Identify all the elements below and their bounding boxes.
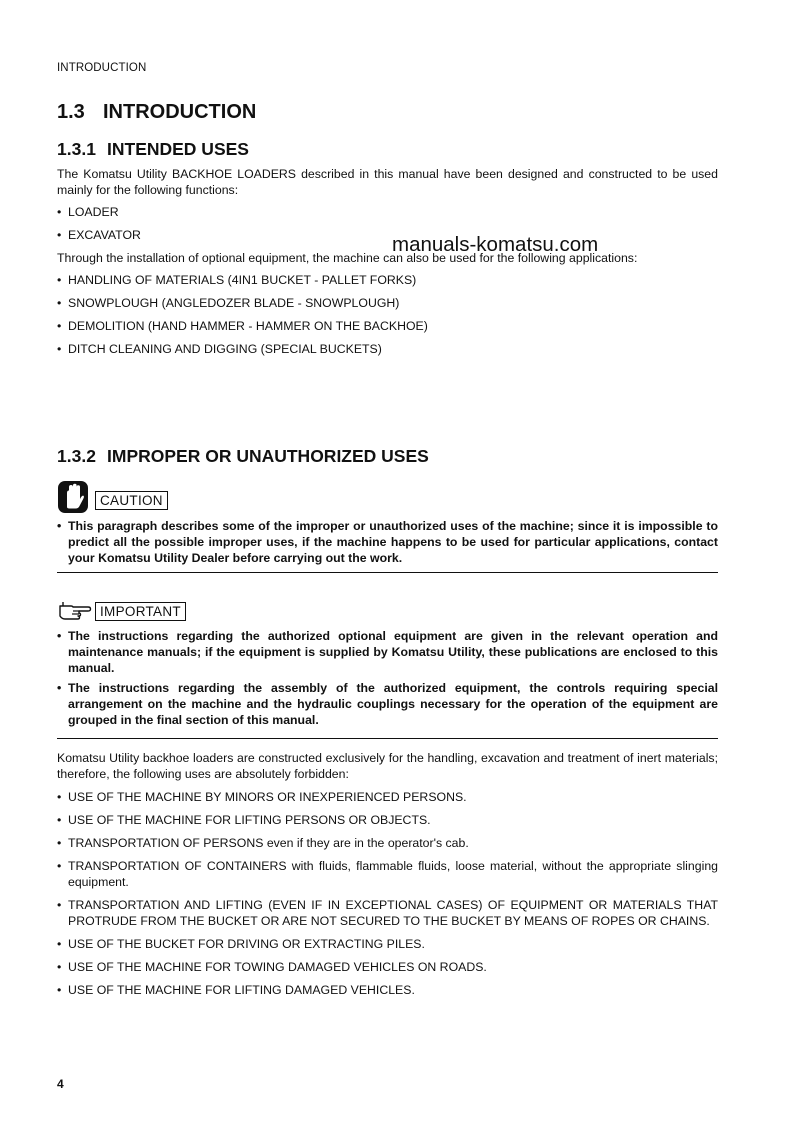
list-item: • The instructions regarding the assembly of the authorized equipment, the controls requiring special arrangement on the machine and the hydraulic couplings necessary for the operation of the equipment are grouped in the final section of this manual. (57, 680, 718, 728)
forbidden-uses-list (57, 789, 718, 1005)
list-item: • DEMOLITION (HAND HAMMER - HAMMER ON THE BACKHOE) (57, 318, 718, 334)
caution-divider (57, 572, 718, 573)
list-item: • HANDLING OF MATERIALS (4IN1 BUCKET - PALLET FORKS) (57, 272, 718, 288)
caution-list (57, 518, 718, 570)
list-item: • TRANSPORTATION OF CONTAINERS with fluids, flammable fluids, loose material, without the appropriate slinging equipment. (57, 858, 718, 890)
list-item: • DITCH CLEANING AND DIGGING (SPECIAL BUCKETS) (57, 341, 718, 357)
caution-label: CAUTION (95, 491, 168, 510)
important-label: IMPORTANT (95, 602, 186, 621)
running-header: INTRODUCTION (57, 62, 147, 74)
optional-equipment-intro: Through the installation of optional equipment, the machine can also be used for the following applications: (57, 251, 638, 265)
watermark-text: manuals-komatsu.com (392, 233, 599, 256)
improper-uses-number: 1.3.2 (57, 446, 96, 466)
caution-hand-icon (57, 480, 89, 514)
important-list (57, 628, 718, 732)
list-item: • EXCAVATOR (57, 227, 718, 243)
list-item: • SNOWPLOUGH (ANGLEDOZER BLADE - SNOWPLOUGH) (57, 295, 718, 311)
section-heading (57, 101, 256, 124)
improper-uses-heading (57, 446, 429, 467)
section-title: INTRODUCTION (103, 101, 257, 123)
section-number: 1.3 (57, 101, 85, 123)
forbidden-uses-intro: Komatsu Utility backhoe loaders are constructed exclusively for the handling, excavation and treatment of inert materials; therefore, the following uses are absolutely forbidden: (57, 751, 718, 781)
intended-uses-title: INTENDED USES (107, 139, 249, 159)
list-item: • USE OF THE MACHINE FOR TOWING DAMAGED VEHICLES ON ROADS. (57, 959, 718, 975)
list-item: • USE OF THE MACHINE FOR LIFTING DAMAGED VEHICLES. (57, 982, 718, 998)
list-item: • USE OF THE MACHINE BY MINORS OR INEXPERIENCED PERSONS. (57, 789, 718, 805)
list-item: • TRANSPORTATION OF PERSONS even if they are in the operator's cab. (57, 835, 718, 851)
improper-uses-title: IMPROPER OR UNAUTHORIZED USES (107, 446, 429, 466)
optional-applications-list (57, 272, 718, 364)
list-item: • USE OF THE BUCKET FOR DRIVING OR EXTRACTING PILES. (57, 936, 718, 952)
list-item: • TRANSPORTATION AND LIFTING (EVEN IF IN EXCEPTIONAL CASES) OF EQUIPMENT OR MATERIALS THAT PROTRUDE FROM THE BUCKET OR ARE NOT SECURED TO THE BUCKET BY MEANS OF ROPES OR CHAINS. (57, 897, 718, 929)
list-item: • LOADER (57, 204, 718, 220)
intended-functions-list (57, 204, 718, 250)
list-item: • This paragraph describes some of the improper or unauthorized uses of the machine; since it is impossible to predict all the possible improper uses, if the machine happens to be used for particular applications, contact your Komatsu Utility Dealer before carrying out the work. (57, 518, 718, 566)
important-divider (57, 738, 718, 739)
intended-uses-number: 1.3.1 (57, 139, 96, 159)
list-item: • USE OF THE MACHINE FOR LIFTING PERSONS OR OBJECTS. (57, 812, 718, 828)
pointing-hand-icon (57, 600, 93, 620)
list-item: • The instructions regarding the authorized optional equipment are given in the relevant operation and maintenance manuals; if the equipment is supplied by Komatsu Utility, these publications are enclosed to this manual. (57, 628, 718, 676)
page-number: 4 (57, 1077, 64, 1091)
intended-uses-heading (57, 139, 249, 160)
intended-uses-intro: The Komatsu Utility BACKHOE LOADERS described in this manual have been designed and constructed to be used mainly for the following functions: (57, 167, 718, 197)
